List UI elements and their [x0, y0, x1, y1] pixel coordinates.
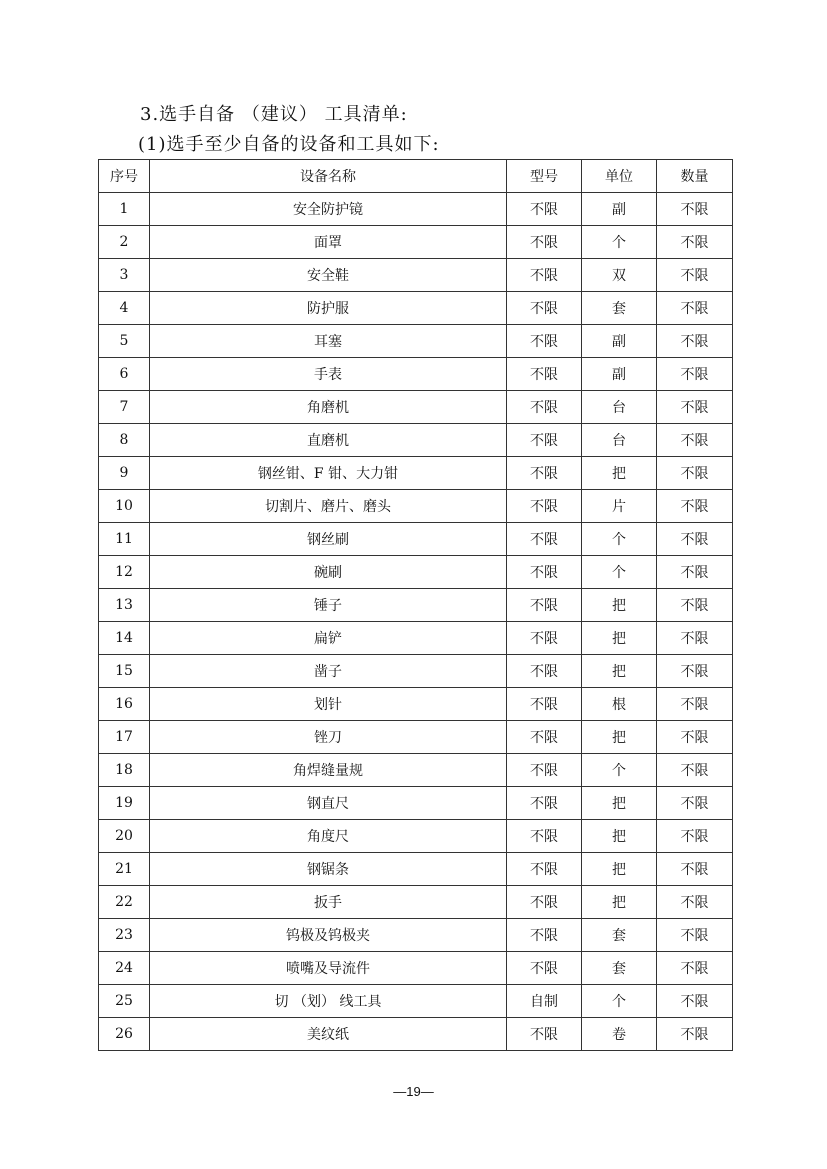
cell-qty: 不限 [657, 754, 733, 787]
cell-no: 25 [99, 985, 150, 1018]
cell-model: 不限 [507, 556, 582, 589]
table-row [99, 490, 733, 523]
table-row [99, 721, 733, 754]
cell-unit: 台 [582, 391, 657, 424]
cell-name: 角焊缝量规 [150, 754, 507, 787]
cell-name: 喷嘴及导流件 [150, 952, 507, 985]
cell-no: 23 [99, 919, 150, 952]
cell-model: 自制 [507, 985, 582, 1018]
cell-model: 不限 [507, 523, 582, 556]
section-heading: 3.选手自备 （建议） 工具清单: [140, 104, 408, 125]
cell-name: 钢锯条 [150, 853, 507, 886]
cell-unit: 把 [582, 655, 657, 688]
cell-model: 不限 [507, 787, 582, 820]
cell-name: 手表 [150, 358, 507, 391]
cell-model: 不限 [507, 391, 582, 424]
cell-qty: 不限 [657, 622, 733, 655]
table-row [99, 1018, 733, 1051]
table-row [99, 259, 733, 292]
cell-unit: 双 [582, 259, 657, 292]
cell-qty: 不限 [657, 424, 733, 457]
table-row [99, 655, 733, 688]
cell-name: 锉刀 [150, 721, 507, 754]
cell-model: 不限 [507, 688, 582, 721]
cell-no: 26 [99, 1018, 150, 1051]
cell-unit: 副 [582, 193, 657, 226]
cell-no: 4 [99, 292, 150, 325]
cell-no: 18 [99, 754, 150, 787]
cell-no: 8 [99, 424, 150, 457]
cell-model: 不限 [507, 919, 582, 952]
cell-unit: 副 [582, 358, 657, 391]
cell-unit: 套 [582, 292, 657, 325]
cell-model: 不限 [507, 358, 582, 391]
cell-model: 不限 [507, 325, 582, 358]
cell-name: 钢丝刷 [150, 523, 507, 556]
cell-unit: 把 [582, 622, 657, 655]
cell-qty: 不限 [657, 292, 733, 325]
cell-qty: 不限 [657, 820, 733, 853]
cell-qty: 不限 [657, 886, 733, 919]
cell-no: 7 [99, 391, 150, 424]
cell-unit: 副 [582, 325, 657, 358]
cell-no: 9 [99, 457, 150, 490]
cell-name: 角磨机 [150, 391, 507, 424]
cell-model: 不限 [507, 754, 582, 787]
table-row [99, 358, 733, 391]
cell-model: 不限 [507, 952, 582, 985]
cell-unit: 个 [582, 556, 657, 589]
cell-name: 切割片、磨片、磨头 [150, 490, 507, 523]
table-row [99, 952, 733, 985]
cell-name: 直磨机 [150, 424, 507, 457]
header-model: 型号 [507, 160, 582, 193]
table-row [99, 919, 733, 952]
cell-unit: 片 [582, 490, 657, 523]
table-header-row [99, 160, 733, 193]
cell-model: 不限 [507, 424, 582, 457]
cell-unit: 个 [582, 226, 657, 259]
cell-name: 钢丝钳、F 钳、大力钳 [150, 457, 507, 490]
section-subheading: (1)选手至少自备的设备和工具如下: [138, 134, 440, 155]
table-row [99, 226, 733, 259]
cell-name: 防护服 [150, 292, 507, 325]
cell-qty: 不限 [657, 853, 733, 886]
cell-model: 不限 [507, 886, 582, 919]
cell-model: 不限 [507, 853, 582, 886]
cell-model: 不限 [507, 655, 582, 688]
table-row [99, 391, 733, 424]
table-row [99, 985, 733, 1018]
equipment-table [98, 159, 733, 1051]
cell-name: 凿子 [150, 655, 507, 688]
cell-model: 不限 [507, 490, 582, 523]
cell-qty: 不限 [657, 787, 733, 820]
cell-name: 锤子 [150, 589, 507, 622]
header-no: 序号 [99, 160, 150, 193]
cell-unit: 把 [582, 787, 657, 820]
cell-unit: 把 [582, 457, 657, 490]
cell-qty: 不限 [657, 1018, 733, 1051]
cell-unit: 把 [582, 820, 657, 853]
cell-qty: 不限 [657, 721, 733, 754]
cell-name: 钢直尺 [150, 787, 507, 820]
cell-model: 不限 [507, 1018, 582, 1051]
cell-no: 19 [99, 787, 150, 820]
cell-name: 扁铲 [150, 622, 507, 655]
cell-unit: 套 [582, 952, 657, 985]
header-unit: 单位 [582, 160, 657, 193]
cell-qty: 不限 [657, 358, 733, 391]
cell-no: 16 [99, 688, 150, 721]
cell-qty: 不限 [657, 193, 733, 226]
cell-qty: 不限 [657, 523, 733, 556]
table-row [99, 556, 733, 589]
cell-unit: 卷 [582, 1018, 657, 1051]
table-row [99, 523, 733, 556]
cell-unit: 把 [582, 853, 657, 886]
cell-name: 扳手 [150, 886, 507, 919]
cell-no: 22 [99, 886, 150, 919]
table-row [99, 787, 733, 820]
cell-no: 6 [99, 358, 150, 391]
cell-no: 20 [99, 820, 150, 853]
cell-no: 15 [99, 655, 150, 688]
cell-name: 划针 [150, 688, 507, 721]
cell-qty: 不限 [657, 556, 733, 589]
cell-model: 不限 [507, 292, 582, 325]
cell-unit: 个 [582, 985, 657, 1018]
cell-qty: 不限 [657, 457, 733, 490]
cell-name: 钨极及钨极夹 [150, 919, 507, 952]
table-row [99, 325, 733, 358]
cell-model: 不限 [507, 721, 582, 754]
cell-model: 不限 [507, 259, 582, 292]
cell-qty: 不限 [657, 688, 733, 721]
cell-qty: 不限 [657, 919, 733, 952]
table-row [99, 688, 733, 721]
cell-no: 12 [99, 556, 150, 589]
cell-unit: 套 [582, 919, 657, 952]
page-number: —19— [393, 1084, 434, 1099]
table-row [99, 820, 733, 853]
table-row [99, 457, 733, 490]
cell-model: 不限 [507, 457, 582, 490]
cell-unit: 把 [582, 721, 657, 754]
cell-unit: 个 [582, 523, 657, 556]
table-row [99, 853, 733, 886]
header-qty: 数量 [657, 160, 733, 193]
cell-unit: 把 [582, 886, 657, 919]
cell-qty: 不限 [657, 985, 733, 1018]
table-row [99, 424, 733, 457]
cell-no: 2 [99, 226, 150, 259]
cell-model: 不限 [507, 226, 582, 259]
cell-name: 安全防护镜 [150, 193, 507, 226]
cell-no: 11 [99, 523, 150, 556]
cell-qty: 不限 [657, 325, 733, 358]
cell-no: 1 [99, 193, 150, 226]
cell-unit: 根 [582, 688, 657, 721]
cell-no: 21 [99, 853, 150, 886]
table-row [99, 292, 733, 325]
cell-name: 碗刷 [150, 556, 507, 589]
cell-qty: 不限 [657, 655, 733, 688]
cell-unit: 把 [582, 589, 657, 622]
cell-no: 13 [99, 589, 150, 622]
cell-model: 不限 [507, 622, 582, 655]
cell-qty: 不限 [657, 589, 733, 622]
cell-name: 安全鞋 [150, 259, 507, 292]
cell-name: 切 （划） 线工具 [150, 985, 507, 1018]
cell-no: 5 [99, 325, 150, 358]
table-row [99, 754, 733, 787]
cell-name: 美纹纸 [150, 1018, 507, 1051]
cell-no: 24 [99, 952, 150, 985]
cell-qty: 不限 [657, 259, 733, 292]
table-row [99, 589, 733, 622]
table-row [99, 193, 733, 226]
cell-qty: 不限 [657, 490, 733, 523]
cell-model: 不限 [507, 820, 582, 853]
cell-unit: 台 [582, 424, 657, 457]
cell-qty: 不限 [657, 391, 733, 424]
cell-name: 角度尺 [150, 820, 507, 853]
cell-qty: 不限 [657, 952, 733, 985]
header-name: 设备名称 [150, 160, 507, 193]
cell-name: 面罩 [150, 226, 507, 259]
cell-qty: 不限 [657, 226, 733, 259]
cell-no: 3 [99, 259, 150, 292]
cell-name: 耳塞 [150, 325, 507, 358]
cell-no: 17 [99, 721, 150, 754]
cell-model: 不限 [507, 589, 582, 622]
cell-model: 不限 [507, 193, 582, 226]
cell-no: 10 [99, 490, 150, 523]
table-row [99, 622, 733, 655]
cell-unit: 个 [582, 754, 657, 787]
table-row [99, 886, 733, 919]
cell-no: 14 [99, 622, 150, 655]
